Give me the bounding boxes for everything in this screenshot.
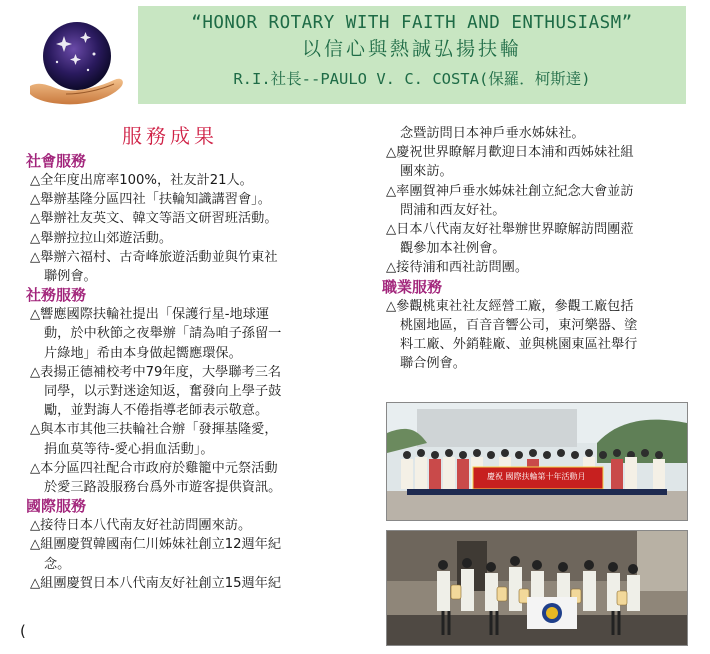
list-item: △組團慶賀日本八代南友好社創立15週年紀 (30, 575, 282, 591)
margin-bracket-mark: ( (20, 622, 26, 640)
list-item: △舉辦基隆分區四社「扶輪知識講習會」。 (30, 192, 271, 208)
list-item: 念。 (44, 556, 71, 572)
list-item: △組團慶賀韓國南仁川姊妹社創立12週年紀 (30, 537, 282, 553)
list-item: 於愛三路設服務台爲外市遊客提供資訊。 (44, 480, 282, 496)
group-photo-banner (386, 402, 688, 521)
left-column (26, 118, 356, 593)
list-item: △慶祝世界瞭解月歡迎日本浦和西姊妹社組 (386, 145, 634, 161)
motto-banner (138, 6, 686, 104)
list-item: △全年度出席率100%，社友計21人。 (30, 173, 253, 188)
list-item: △參觀桃東社社友經營工廠，參觀工廠包括 (386, 298, 634, 314)
list-item: 動，於中秋節之夜舉辦「請為咱子孫留一 (44, 326, 282, 342)
photo-banner-text: 慶祝 國際扶輪第十年活動月 (487, 472, 586, 481)
motto-chinese: 以信心與熱誠弘揚扶輪 (301, 38, 522, 60)
section-heading-international: 國際服務 (26, 497, 87, 516)
members-photo-lanterns (386, 530, 688, 646)
list-item: △響應國際扶輪社提出「保護行星-地球運 (30, 307, 270, 323)
list-item: △接待日本八代南友好社訪問團來訪。 (30, 518, 252, 534)
list-item: 料工廠、外銷鞋廠、並與桃園東區社舉行 (400, 337, 638, 353)
list-item: △舉辦拉拉山郊遊活動。 (30, 230, 173, 246)
list-item: △舉辦社友英文、韓文等語文研習班活動。 (30, 211, 278, 227)
list-item: 片綠地」希由本身做起嚮應環保。 (44, 345, 242, 361)
list-item: 同學，以示對迷途知返，奮發向上學子鼓 (44, 384, 282, 400)
list-item: △接待浦和西社訪問團。 (386, 260, 529, 276)
page-title: 服務成果 (122, 124, 218, 148)
list-item: 聯例會。 (44, 269, 97, 285)
section-heading-club: 社務服務 (26, 286, 87, 305)
list-item: △日本八代南友好社舉辦世界瞭解訪問團蒞 (386, 222, 634, 238)
list-item: △本分區四社配合市政府於雞籠中元祭活動 (30, 460, 278, 476)
right-column (382, 124, 702, 373)
section-heading-community: 社會服務 (26, 152, 87, 170)
ri-president-line: R.I.社長--PAULO V. C. COSTA(保羅．柯斯達) (233, 70, 591, 88)
list-item: 觀參加本社例會。 (400, 241, 506, 257)
section-heading-vocational: 職業服務 (382, 277, 443, 296)
list-item: 團來訪。 (400, 164, 453, 180)
list-item: 聯合例會。 (400, 356, 466, 372)
list-item: 捐血莫等待-愛心捐血活動」。 (44, 441, 214, 457)
list-item: △舉辦六福村、古奇峰旅遊活動並與竹東社 (30, 249, 278, 265)
rotary-globe-hand-logo (22, 14, 132, 114)
list-item: 念暨訪問日本神戶垂水姊妹社。 (400, 126, 585, 141)
list-item: 勵，並對誨人不倦指導老師表示敬意。 (44, 403, 269, 419)
list-item: △率團賀神戶垂水姊妹社創立紀念大會並訪 (386, 183, 634, 199)
list-item: 問浦和西友好社。 (400, 202, 506, 218)
list-item: △表揚正德補校考中79年度，大學聯考三名 (30, 364, 282, 380)
list-item: △與本市其他三扶輪社合辦「發揮基隆愛， (30, 422, 278, 438)
motto-english: “HONOR ROTARY WITH FAITH AND ENTHUSIASM” (191, 13, 633, 33)
list-item: 桃園地區，百音音響公司，東河樂器、塗 (400, 317, 638, 333)
